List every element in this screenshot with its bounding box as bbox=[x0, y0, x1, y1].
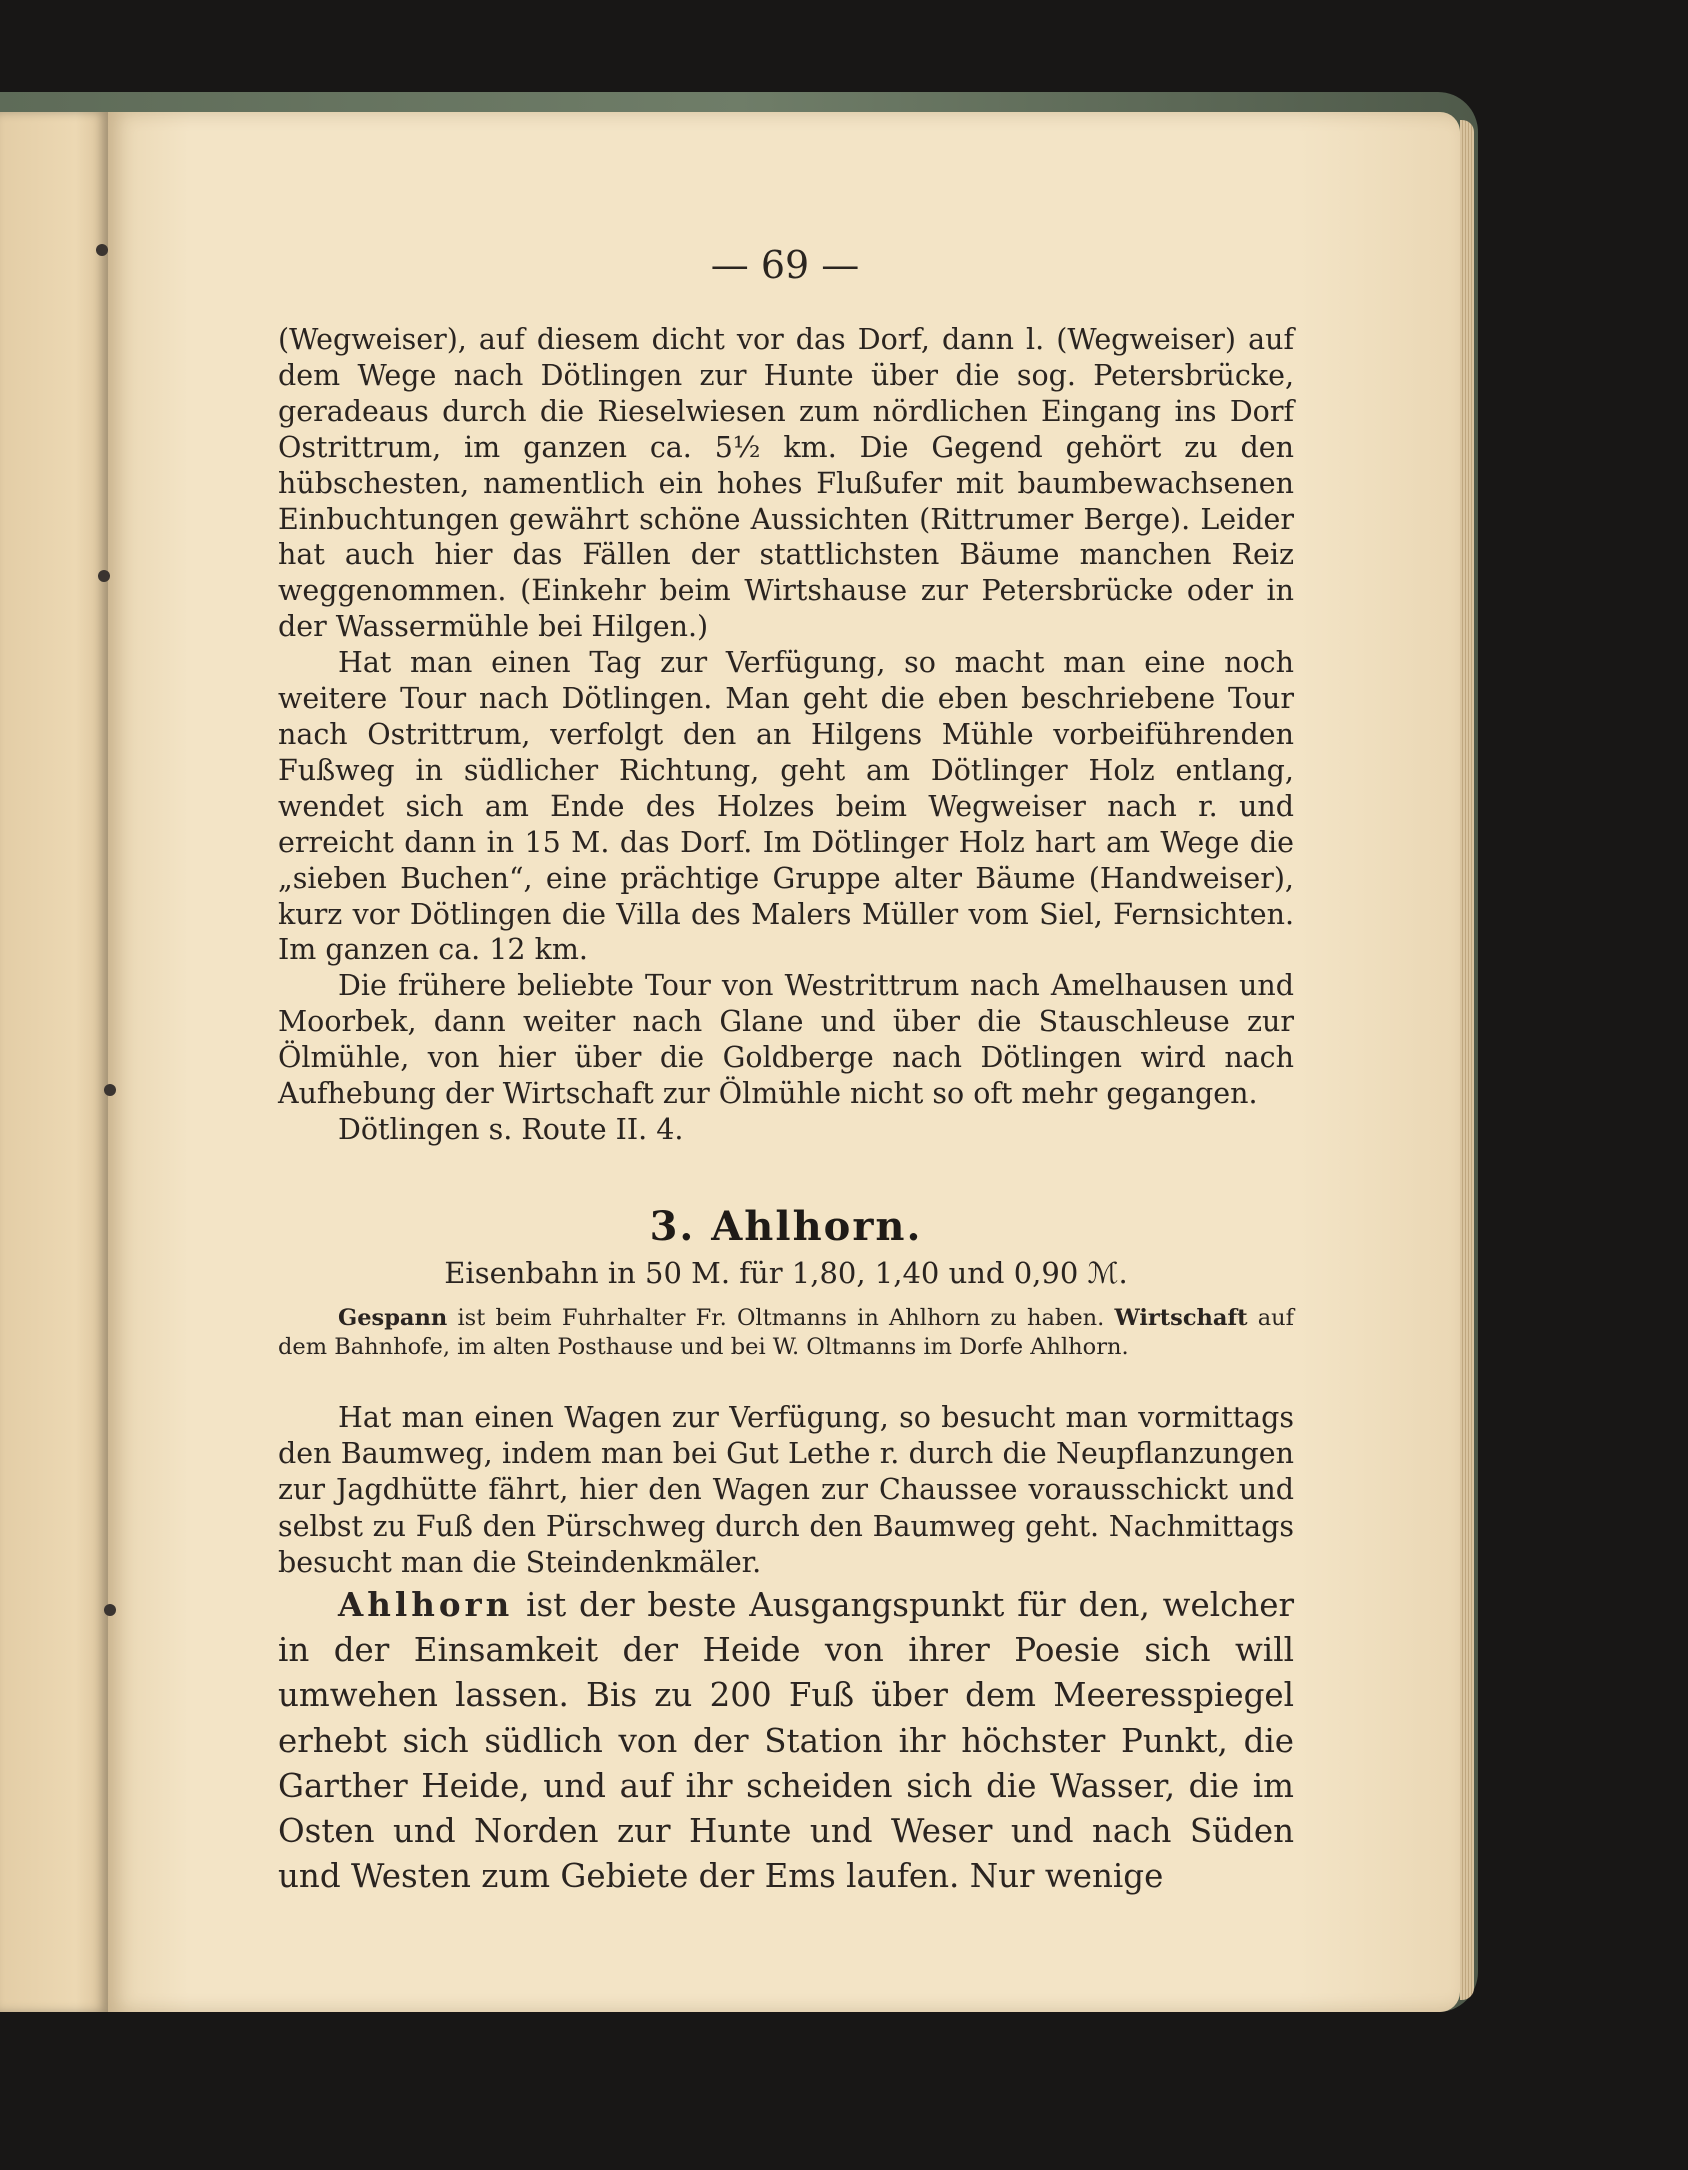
spine-mark bbox=[104, 1604, 116, 1616]
notice-paragraph bbox=[278, 1304, 1294, 1362]
ahlhorn-text: ist der beste Ausgangspunkt für den, welcher in der Einsamkeit der Heide von ihrer Poesie sich will umwehen lassen. Bis zu 200 Fuß über dem Meeresspiegel erhebt sich südlich von der Station ihr höchster Punkt, die Garther Heide, und auf ihr scheiden sich die Wasser, die im Osten und Norden zur Hunte und Weser und nach Süden und Westen zum Gebiete der Ems laufen. Nur wenige bbox=[278, 1586, 1294, 1896]
paragraph bbox=[278, 1582, 1294, 1899]
left-page-edge bbox=[0, 112, 108, 2012]
spine-mark bbox=[96, 244, 108, 256]
spine-mark bbox=[104, 1084, 116, 1096]
page-number: — 69 — bbox=[710, 243, 860, 287]
paragraph: (Wegweiser), auf diesem dicht vor das Dorf, dann l. (Wegweiser) auf dem Wege nach Dötlingen zur Hunte über die sog. Petersbrücke, geradeaus durch die Rieselwiesen zum nördlichen Eingang ins Dorf Ostrittrum, im ganzen ca. 5½ km. Die Gegend gehört zu den hübschesten, namentlich ein hohes Flußufer mit baumbewachsenen Einbuchtungen gewährt schöne Aussichten (Rittrumer Berge). Leider hat auch hier das Fällen der stattlichsten Bäume manchen Reiz weggenommen. (Einkehr beim Wirtshause zur Petersbrücke oder in der Wassermühle bei Hilgen.) bbox=[278, 323, 1294, 644]
body-text-top bbox=[278, 322, 1294, 1148]
notice-text: ist beim Fuhrhalter Fr. Oltmanns in Ahlhorn zu haben. bbox=[447, 1305, 1115, 1331]
paragraph: Hat man einen Wagen zur Verfügung, so besucht man vormittags den Baumweg, indem man bei Gut Lethe r. durch die Neupflanzungen zur Jagdhütte fährt, hier den Wagen zur Chaussee vorausschickt und selbst zu Fuß den Pürschweg durch den Baumweg geht. Nachmittags besucht man die Steindenkmäler. bbox=[278, 1401, 1294, 1579]
paragraph-ahlhorn bbox=[278, 1582, 1294, 1899]
paragraph: Dötlingen s. Route II. 4. bbox=[338, 1112, 684, 1146]
spine-mark bbox=[98, 570, 110, 582]
notice-block bbox=[278, 1304, 1294, 1362]
ahlhorn-lead: Ahlhorn bbox=[338, 1585, 514, 1624]
rail-info: Eisenbahn in 50 M. für 1,80, 1,40 und 0,90 ℳ. bbox=[444, 1256, 1128, 1290]
paragraph: Hat man einen Tag zur Verfügung, so macht man eine noch weitere Tour nach Dötlingen. Man geht die eben beschriebene Tour nach Ostrittrum, verfolgt den an Hilgens Mühle vorbeiführenden Fußweg in südlicher Richtung, geht am Dötlinger Holz entlang, wendet sich am Ende des Holzes beim Wegweiser nach r. und erreicht dann in 15 M. das Dorf. Im Dötlinger Holz hart am Wege die „sieben Buchen“, eine prächtige Gruppe alter Bäume (Handweiser), kurz vor Dötlingen die Villa des Malers Müller vom Siel, Fernsichten. Im ganzen ca. 12 km. bbox=[278, 646, 1294, 967]
paragraph: Die frühere beliebte Tour von Westrittrum nach Amelhausen und Moorbek, dann weiter nach Glane und über die Stauschleuse zur Ölmühle, von hier über die Goldberge nach Dötlingen wird nach Aufhebung der Wirtschaft zur Ölmühle nicht so oft mehr gegangen. bbox=[278, 969, 1294, 1111]
page-edges bbox=[1460, 120, 1474, 2000]
notice-text-2: auf dem Bahnhofe, im alten Posthause und bei W. Oltmanns im Dorfe Ahlhorn. bbox=[278, 1305, 1294, 1360]
notice-lead: Gespann bbox=[338, 1305, 448, 1331]
notice-lead-2: Wirtschaft bbox=[1114, 1305, 1248, 1331]
section-heading: 3. Ahlhorn. bbox=[649, 1203, 923, 1250]
paragraph-wagen bbox=[278, 1400, 1294, 1581]
